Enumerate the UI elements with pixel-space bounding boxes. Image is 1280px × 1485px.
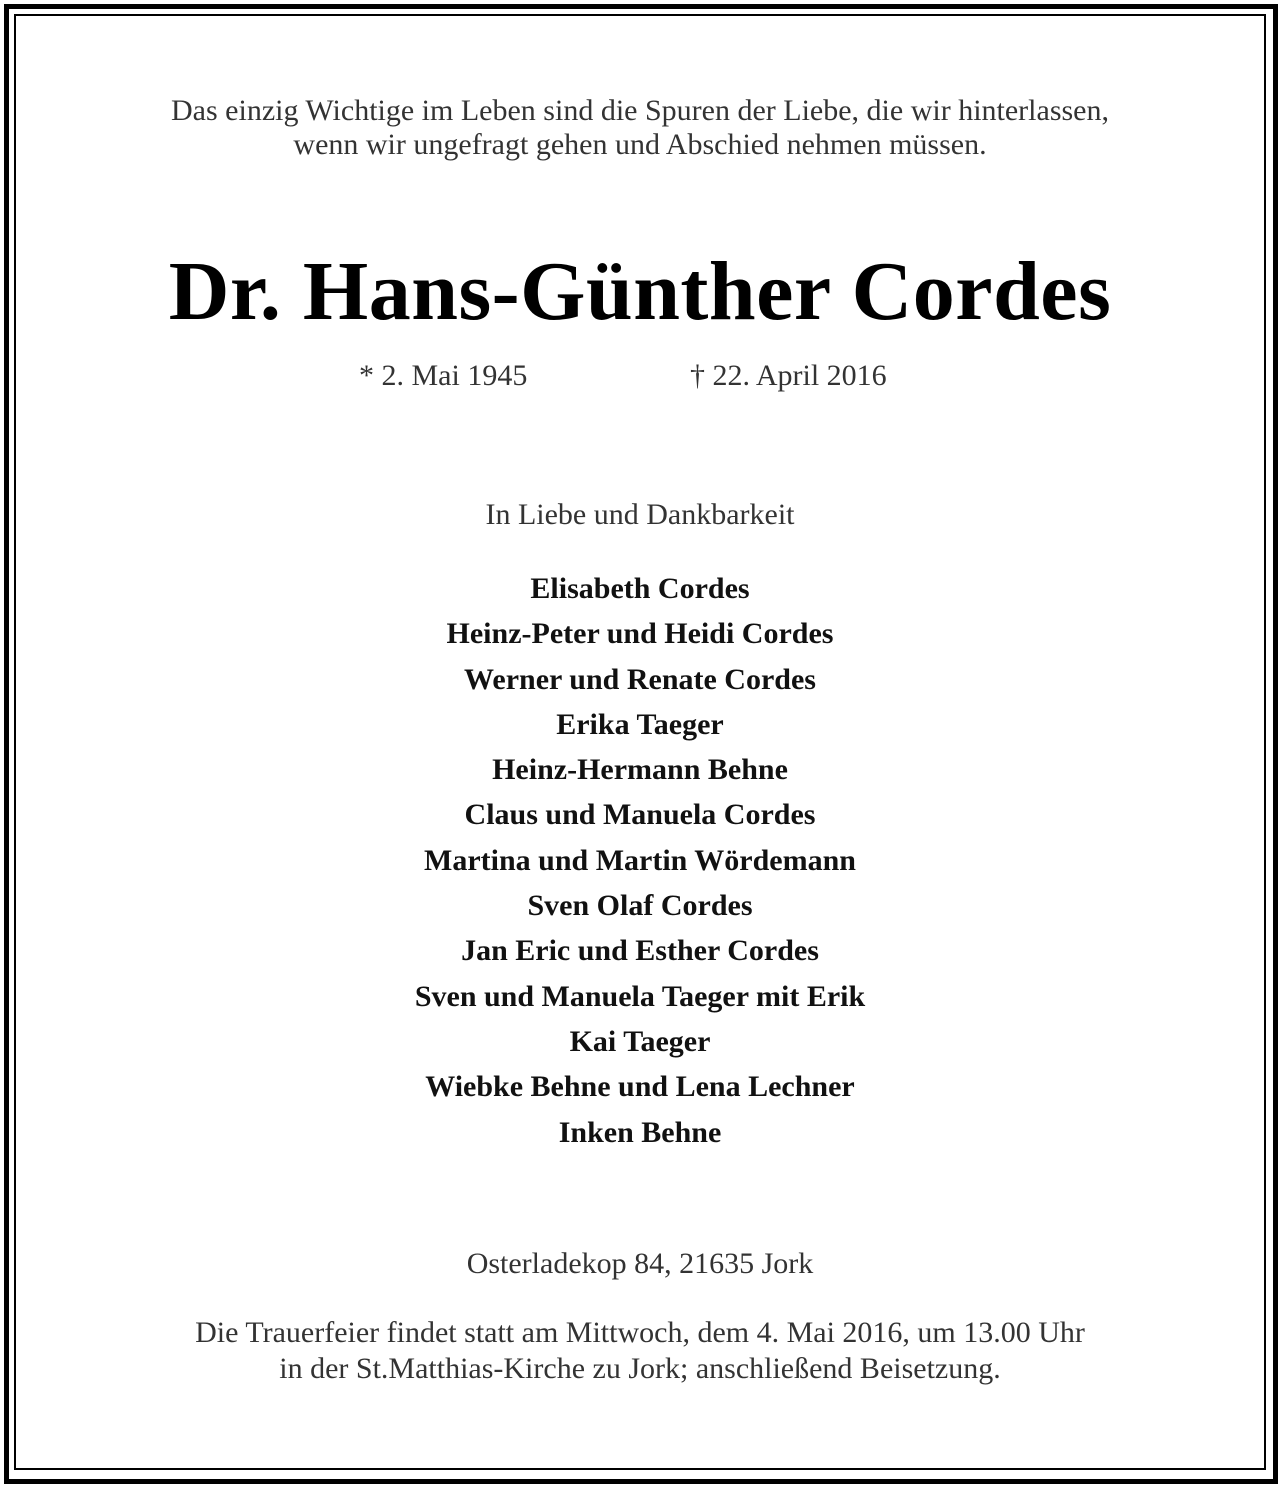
ceremony-line-2: in der St.Matthias-Kirche zu Jork; anschließend Beisetzung. bbox=[279, 1351, 1001, 1385]
mourner-item: Sven Olaf Cordes bbox=[527, 889, 753, 923]
mourner-item: Inken Behne bbox=[558, 1115, 722, 1149]
mourner-item: Werner und Renate Cordes bbox=[464, 662, 816, 696]
motto-line-2: wenn wir ungefragt gehen und Abschied nehmen müssen. bbox=[293, 128, 987, 161]
thanks-line: In Liebe und Dankbarkeit bbox=[485, 498, 795, 531]
mourner-item: Erika Taeger bbox=[556, 707, 724, 741]
mourner-item: Heinz-Peter und Heidi Cordes bbox=[446, 617, 834, 651]
mourner-item: Elisabeth Cordes bbox=[530, 572, 750, 605]
ceremony-info bbox=[16, 1315, 1264, 1387]
mourner-item: Kai Taeger bbox=[569, 1024, 711, 1058]
motto-line-1: Das einzig Wichtige im Leben sind die Spuren der Liebe, die wir hinterlassen, bbox=[171, 94, 1109, 127]
mourner-item: Martina und Martin Wördemann bbox=[424, 843, 856, 877]
mourners-list bbox=[16, 566, 1264, 1155]
mourner-item: Heinz-Hermann Behne bbox=[492, 753, 788, 787]
death-date: † 22. April 2016 bbox=[690, 359, 887, 392]
mourner-item: Jan Eric und Esther Cordes bbox=[461, 934, 819, 968]
obituary-notice bbox=[16, 16, 1264, 1387]
deceased-name: Dr. Hans-Günther Cordes bbox=[168, 245, 1112, 338]
family-address: Osterladekop 84, 21635 Jork bbox=[466, 1246, 814, 1280]
birth-date: * 2. Mai 1945 bbox=[359, 359, 528, 392]
mourner-item: Sven und Manuela Taeger mit Erik bbox=[414, 979, 866, 1013]
mourner-item: Claus und Manuela Cordes bbox=[464, 798, 816, 832]
mourner-item: Wiebke Behne und Lena Lechner bbox=[425, 1070, 855, 1104]
life-dates bbox=[16, 358, 1264, 394]
motto-quote bbox=[16, 94, 1264, 162]
ceremony-line-1: Die Trauerfeier findet statt am Mittwoch, dem 4. Mai 2016, um 13.00 Uhr bbox=[195, 1315, 1085, 1349]
